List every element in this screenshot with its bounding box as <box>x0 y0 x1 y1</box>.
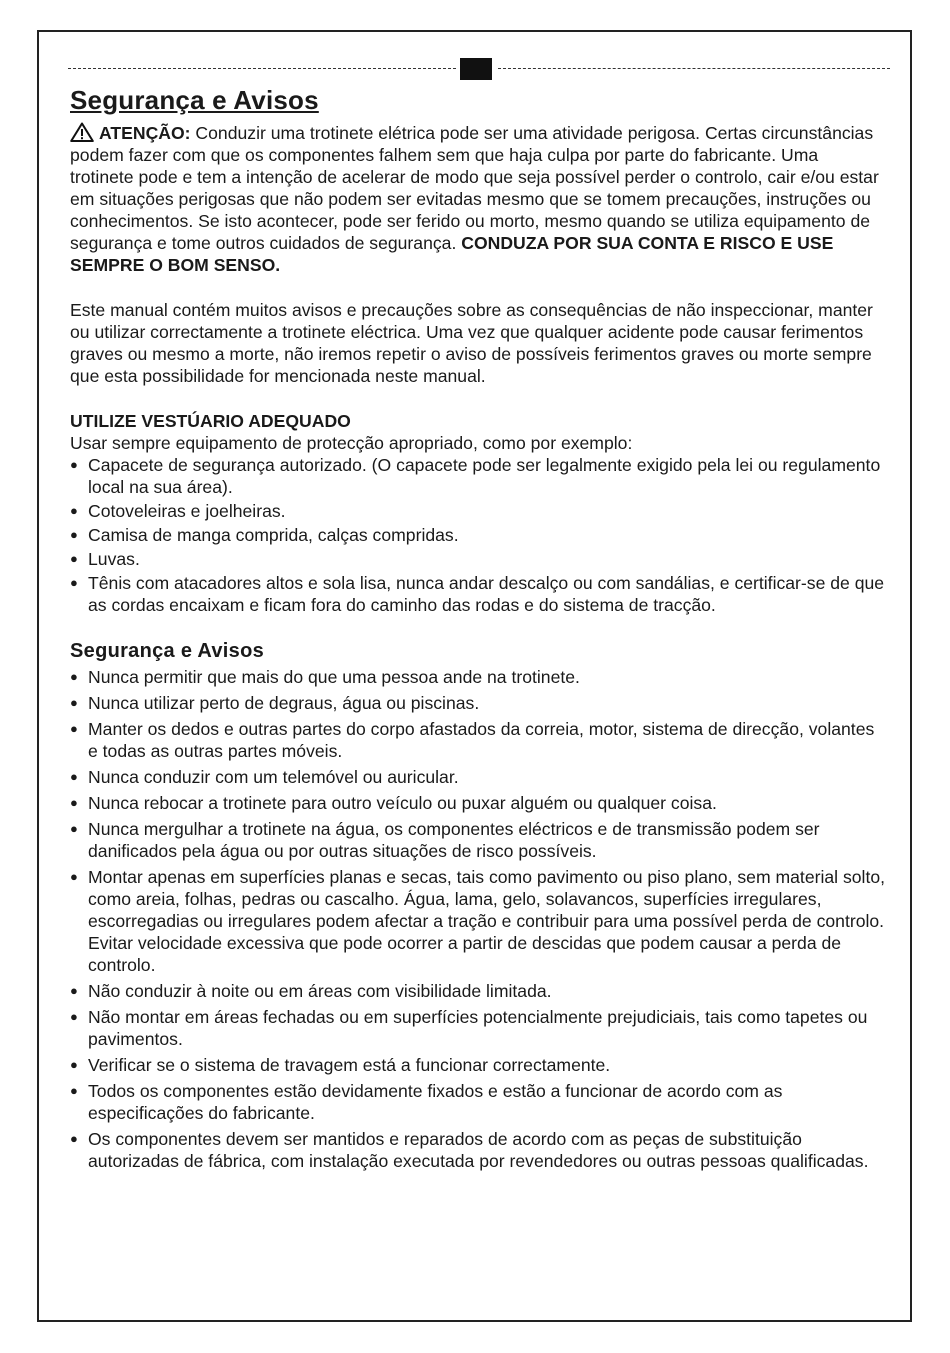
list-item: ● Nunca permitir que mais do que uma pessoa ande na trotinete. <box>70 666 885 688</box>
list-item: ● Todos os componentes estão devidamente fixados e estão a funcionar de acordo com as especificações do fabricante. <box>70 1080 885 1124</box>
list-item: ● Não montar em áreas fechadas ou em superfícies potencialmente prejudiciais, tais como tapetes ou pavimentos. <box>70 1006 885 1050</box>
top-divider <box>68 62 890 76</box>
list-item: ● Montar apenas em superfícies planas e secas, tais como pavimento ou piso plano, sem material solto, como areia, folhas, pedras ou cascalho. Água, lama, gelo, solavancos, superfícies irregulares, escorregadias ou irregulares podem afectar a tração e contribuir para uma possível perda de controlo. Evitar velocidade excessiva que pode ocorrer a partir de descidas que podem causar a perda de controlo. <box>70 866 885 976</box>
list-item: ● Luvas. <box>70 548 885 570</box>
list-item: ● Camisa de manga comprida, calças compridas. <box>70 524 885 546</box>
safety-list <box>70 666 885 1172</box>
clothing-heading: UTILIZE VESTÚARIO ADEQUADO <box>70 411 351 431</box>
warning-triangle-icon <box>70 122 94 142</box>
divider-marker <box>460 58 492 80</box>
manual-note: Este manual contém muitos avisos e precauções sobre as consequências de não inspeccionar, manter ou utilizar correctamente a trotinete eléctrica. Uma vez que qualquer acidente pode causar ferimentos graves ou mesmo a morte, não iremos repetir o aviso de possíveis ferimentos graves ou morte sempre que esta possibilidade for mencionada neste manual. <box>70 300 873 386</box>
divider-dashes-right <box>498 68 890 69</box>
clothing-intro: Usar sempre equipamento de protecção apropriado, como por exemplo: <box>70 433 633 453</box>
page-title: Segurança e Avisos <box>70 85 319 115</box>
list-item: ● Verificar se o sistema de travagem está a funcionar correctamente. <box>70 1054 885 1076</box>
list-item: ● Não conduzir à noite ou em áreas com visibilidade limitada. <box>70 980 885 1002</box>
list-item: ● Nunca utilizar perto de degraus, água ou piscinas. <box>70 692 885 714</box>
warning-paragraph <box>70 122 885 276</box>
list-item: ● Nunca rebocar a trotinete para outro veículo ou puxar alguém ou qualquer coisa. <box>70 792 885 814</box>
divider-dashes-left <box>68 68 456 69</box>
list-item: ● Nunca mergulhar a trotinete na água, os componentes eléctricos e de transmissão podem ser danificados pela água ou por outras situações de risco possíveis. <box>70 818 885 862</box>
list-item: ● Manter os dedos e outras partes do corpo afastados da correia, motor, sistema de direcção, volantes e todas as outras partes móveis. <box>70 718 885 762</box>
list-item: ● Nunca conduzir com um telemóvel ou auricular. <box>70 766 885 788</box>
warning-emphasis: CONDUZA POR SUA CONTA E RISCO E USE SEMPRE O BOM SENSO. <box>70 233 834 275</box>
list-item: ● Cotoveleiras e joelheiras. <box>70 500 885 522</box>
warning-text: Conduzir uma trotinete elétrica pode ser uma atividade perigosa. Certas circunstâncias podem fazer com que os componentes falhem sem que haja culpa por parte do fabricante. Uma trotinete pode e tem a intenção de acelerar de modo que seja possível perder o controlo, cair e/ou estar em situações perigosas que não podem ser evitadas mesmo que se tomem precauções, instruções ou conhecimentos. Se isto acontecer, pode ser ferido ou morto, mesmo quando se utiliza equipamento de segurança e tome outros cuidados de segurança. <box>70 123 879 253</box>
list-item: ● Tênis com atacadores altos e sola lisa, nunca andar descalço ou com sandálias, e certificar-se de que as cordas encaixam e ficam fora do caminho das rodas e do sistema de tracção. <box>70 572 885 616</box>
list-item: ● Capacete de segurança autorizado. (O capacete pode ser legalmente exigido pela lei ou regulamento local na sua área). <box>70 454 885 498</box>
warning-label: ATENÇÃO: <box>99 123 191 143</box>
safety-heading: Segurança e Avisos <box>70 640 265 662</box>
clothing-list <box>70 454 885 616</box>
document-body <box>70 84 885 1176</box>
list-item: ● Os componentes devem ser mantidos e reparados de acordo com as peças de substituição autorizadas de fábrica, com instalação executada por revendedores ou outras pessoas qualificadas. <box>70 1128 885 1172</box>
